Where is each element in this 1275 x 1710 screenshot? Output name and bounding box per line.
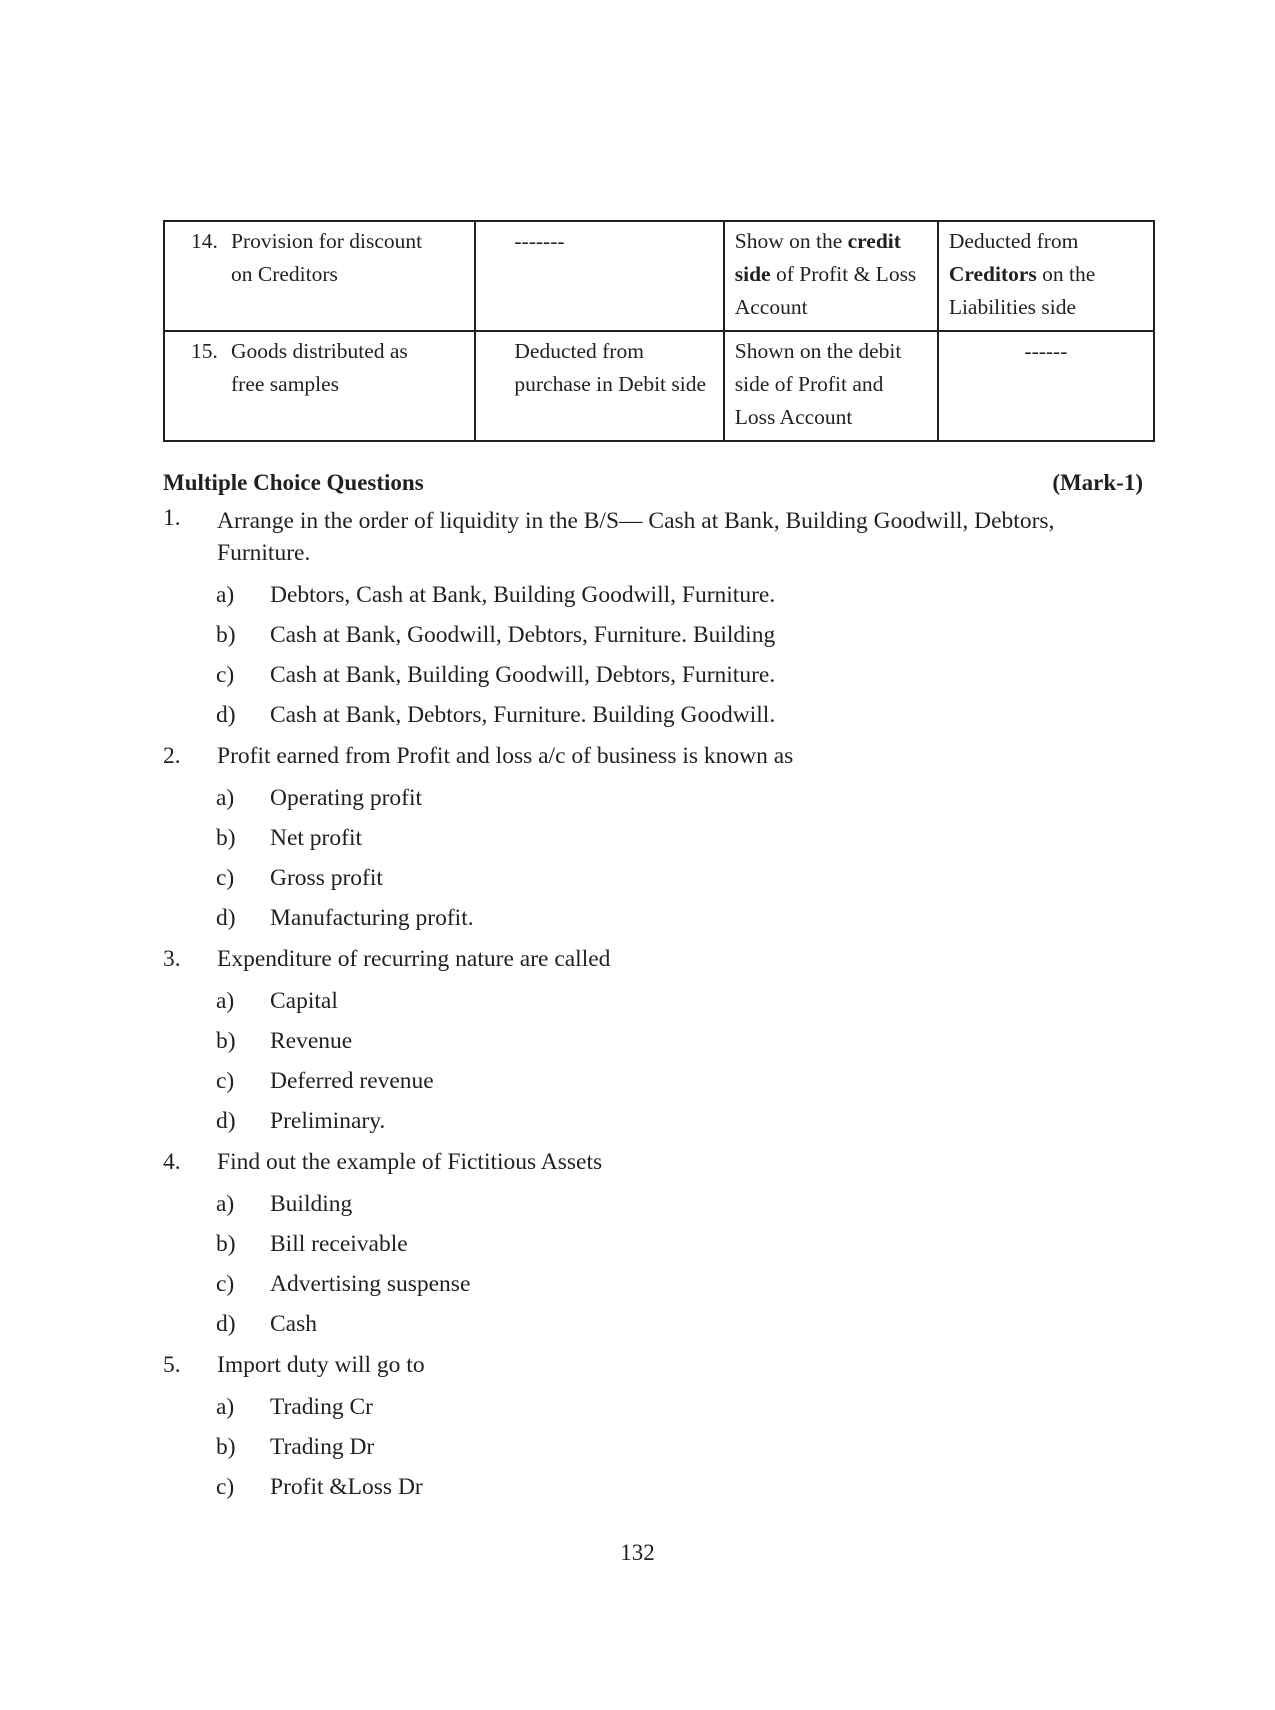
item-text: Goods distributed as free samples — [231, 339, 408, 396]
option — [163, 695, 1143, 735]
option-label: d) — [216, 702, 236, 728]
question-text: Find out the example of Fictitious Assets — [217, 1149, 603, 1175]
question-number: 5. — [163, 1352, 181, 1378]
option-label: a) — [216, 1191, 235, 1217]
pl-text-pre: Show on the — [734, 229, 848, 253]
table-row — [164, 221, 1154, 331]
question-number: 3. — [163, 946, 181, 972]
question — [163, 1344, 1143, 1507]
row-number: 15. — [191, 339, 218, 363]
option-label: a) — [216, 582, 235, 608]
option-text: Capital — [270, 988, 338, 1014]
item-cell — [164, 221, 475, 331]
option — [163, 1021, 1143, 1061]
section-mark: (Mark-1) — [1052, 470, 1143, 495]
question-number: 4. — [163, 1149, 181, 1175]
option-text: Debtors, Cash at Bank, Building Goodwill, Furniture. — [270, 582, 776, 608]
option-label: a) — [216, 785, 235, 811]
question-text: Profit earned from Profit and loss a/c of business is known as — [217, 743, 794, 769]
table-row — [164, 331, 1154, 441]
option-label: b) — [216, 1028, 236, 1054]
option-label: c) — [216, 662, 235, 688]
option-text: Cash at Bank, Building Goodwill, Debtors, Furniture. — [270, 662, 776, 688]
question — [163, 735, 1143, 938]
bs-text-post: on the Liabilities side — [948, 262, 1096, 319]
treatment-table — [163, 220, 1155, 442]
option — [163, 1061, 1143, 1101]
question — [163, 938, 1143, 1141]
option-label: b) — [216, 1231, 236, 1257]
option-label: a) — [216, 1394, 235, 1420]
option-text: Net profit — [270, 825, 363, 851]
option-text: Cash at Bank, Goodwill, Debtors, Furniture. Building — [270, 622, 776, 648]
option-text: Trading Dr — [270, 1434, 375, 1460]
option — [163, 818, 1143, 858]
pl-text-bold: credit side — [734, 229, 901, 286]
item-cell — [164, 331, 475, 441]
option — [163, 1304, 1143, 1344]
question-text: Expenditure of recurring nature are called — [217, 946, 611, 972]
option-text: Cash at Bank, Debtors, Furniture. Building Goodwill. — [270, 702, 776, 728]
pl-cell — [724, 331, 938, 441]
option-label: c) — [216, 1474, 235, 1500]
option — [163, 1387, 1143, 1427]
option — [163, 615, 1143, 655]
bs-cell — [938, 221, 1154, 331]
option — [163, 575, 1143, 615]
option-text: Trading Cr — [270, 1394, 373, 1420]
section-title: Multiple Choice Questions — [163, 470, 424, 495]
trading-text: Deducted from purchase in Debit side — [514, 339, 707, 396]
option-label: b) — [216, 1434, 236, 1460]
item-text: Provision for discount on Creditors — [231, 229, 423, 286]
option-label: b) — [216, 825, 236, 851]
trading-text: ------- — [514, 229, 565, 253]
row-number: 14. — [191, 229, 218, 253]
question-number: 1. — [163, 505, 181, 531]
option — [163, 1427, 1143, 1467]
option-label: d) — [216, 1108, 236, 1134]
option — [163, 1101, 1143, 1141]
bs-cell — [938, 331, 1154, 441]
option — [163, 981, 1143, 1021]
bs-text: ------ — [1024, 339, 1068, 363]
question-text — [217, 505, 1143, 569]
pl-cell — [724, 221, 938, 331]
option-label: b) — [216, 622, 236, 648]
option-text: Gross profit — [270, 865, 383, 891]
option — [163, 1467, 1143, 1507]
question — [163, 1141, 1143, 1344]
option-text: Operating profit — [270, 785, 423, 811]
question — [163, 505, 1143, 735]
option — [163, 1264, 1143, 1304]
question-text-line1: Arrange in the order of liquidity in the B/S— Cash at Bank, Building Goodwill, Debtors, — [217, 508, 1055, 534]
option — [163, 898, 1143, 938]
option — [163, 1184, 1143, 1224]
pl-text: Shown on the debit side of Profit and Loss Account — [734, 339, 902, 429]
option — [163, 1224, 1143, 1264]
question-text-line2: Furniture. — [217, 540, 311, 566]
option-text: Manufacturing profit. — [270, 905, 474, 931]
option-label: c) — [216, 1068, 235, 1094]
option-text: Revenue — [270, 1028, 353, 1054]
option-text: Bill receivable — [270, 1231, 408, 1257]
option-label: d) — [216, 905, 236, 931]
option-text: Building — [270, 1191, 353, 1217]
option-label: a) — [216, 988, 235, 1014]
option — [163, 655, 1143, 695]
option — [163, 858, 1143, 898]
bs-text-bold: Creditors — [948, 262, 1037, 286]
option-text: Preliminary. — [270, 1108, 386, 1134]
section-heading — [163, 470, 1143, 496]
option-text: Advertising suspense — [270, 1271, 471, 1297]
trading-cell — [475, 221, 723, 331]
question-number: 2. — [163, 743, 181, 769]
bs-text-pre: Deducted from — [948, 229, 1079, 253]
page-number: 132 — [620, 1540, 655, 1565]
pl-text-post: of Profit & Loss Account — [734, 262, 917, 319]
option-text: Cash — [270, 1311, 317, 1337]
option-label: d) — [216, 1311, 236, 1337]
option-text: Profit &Loss Dr — [270, 1474, 423, 1500]
question-text: Import duty will go to — [217, 1352, 425, 1378]
option — [163, 778, 1143, 818]
trading-cell — [475, 331, 723, 441]
question-list — [163, 505, 1143, 1507]
option-text: Deferred revenue — [270, 1068, 434, 1094]
option-label: c) — [216, 865, 235, 891]
option-label: c) — [216, 1271, 235, 1297]
